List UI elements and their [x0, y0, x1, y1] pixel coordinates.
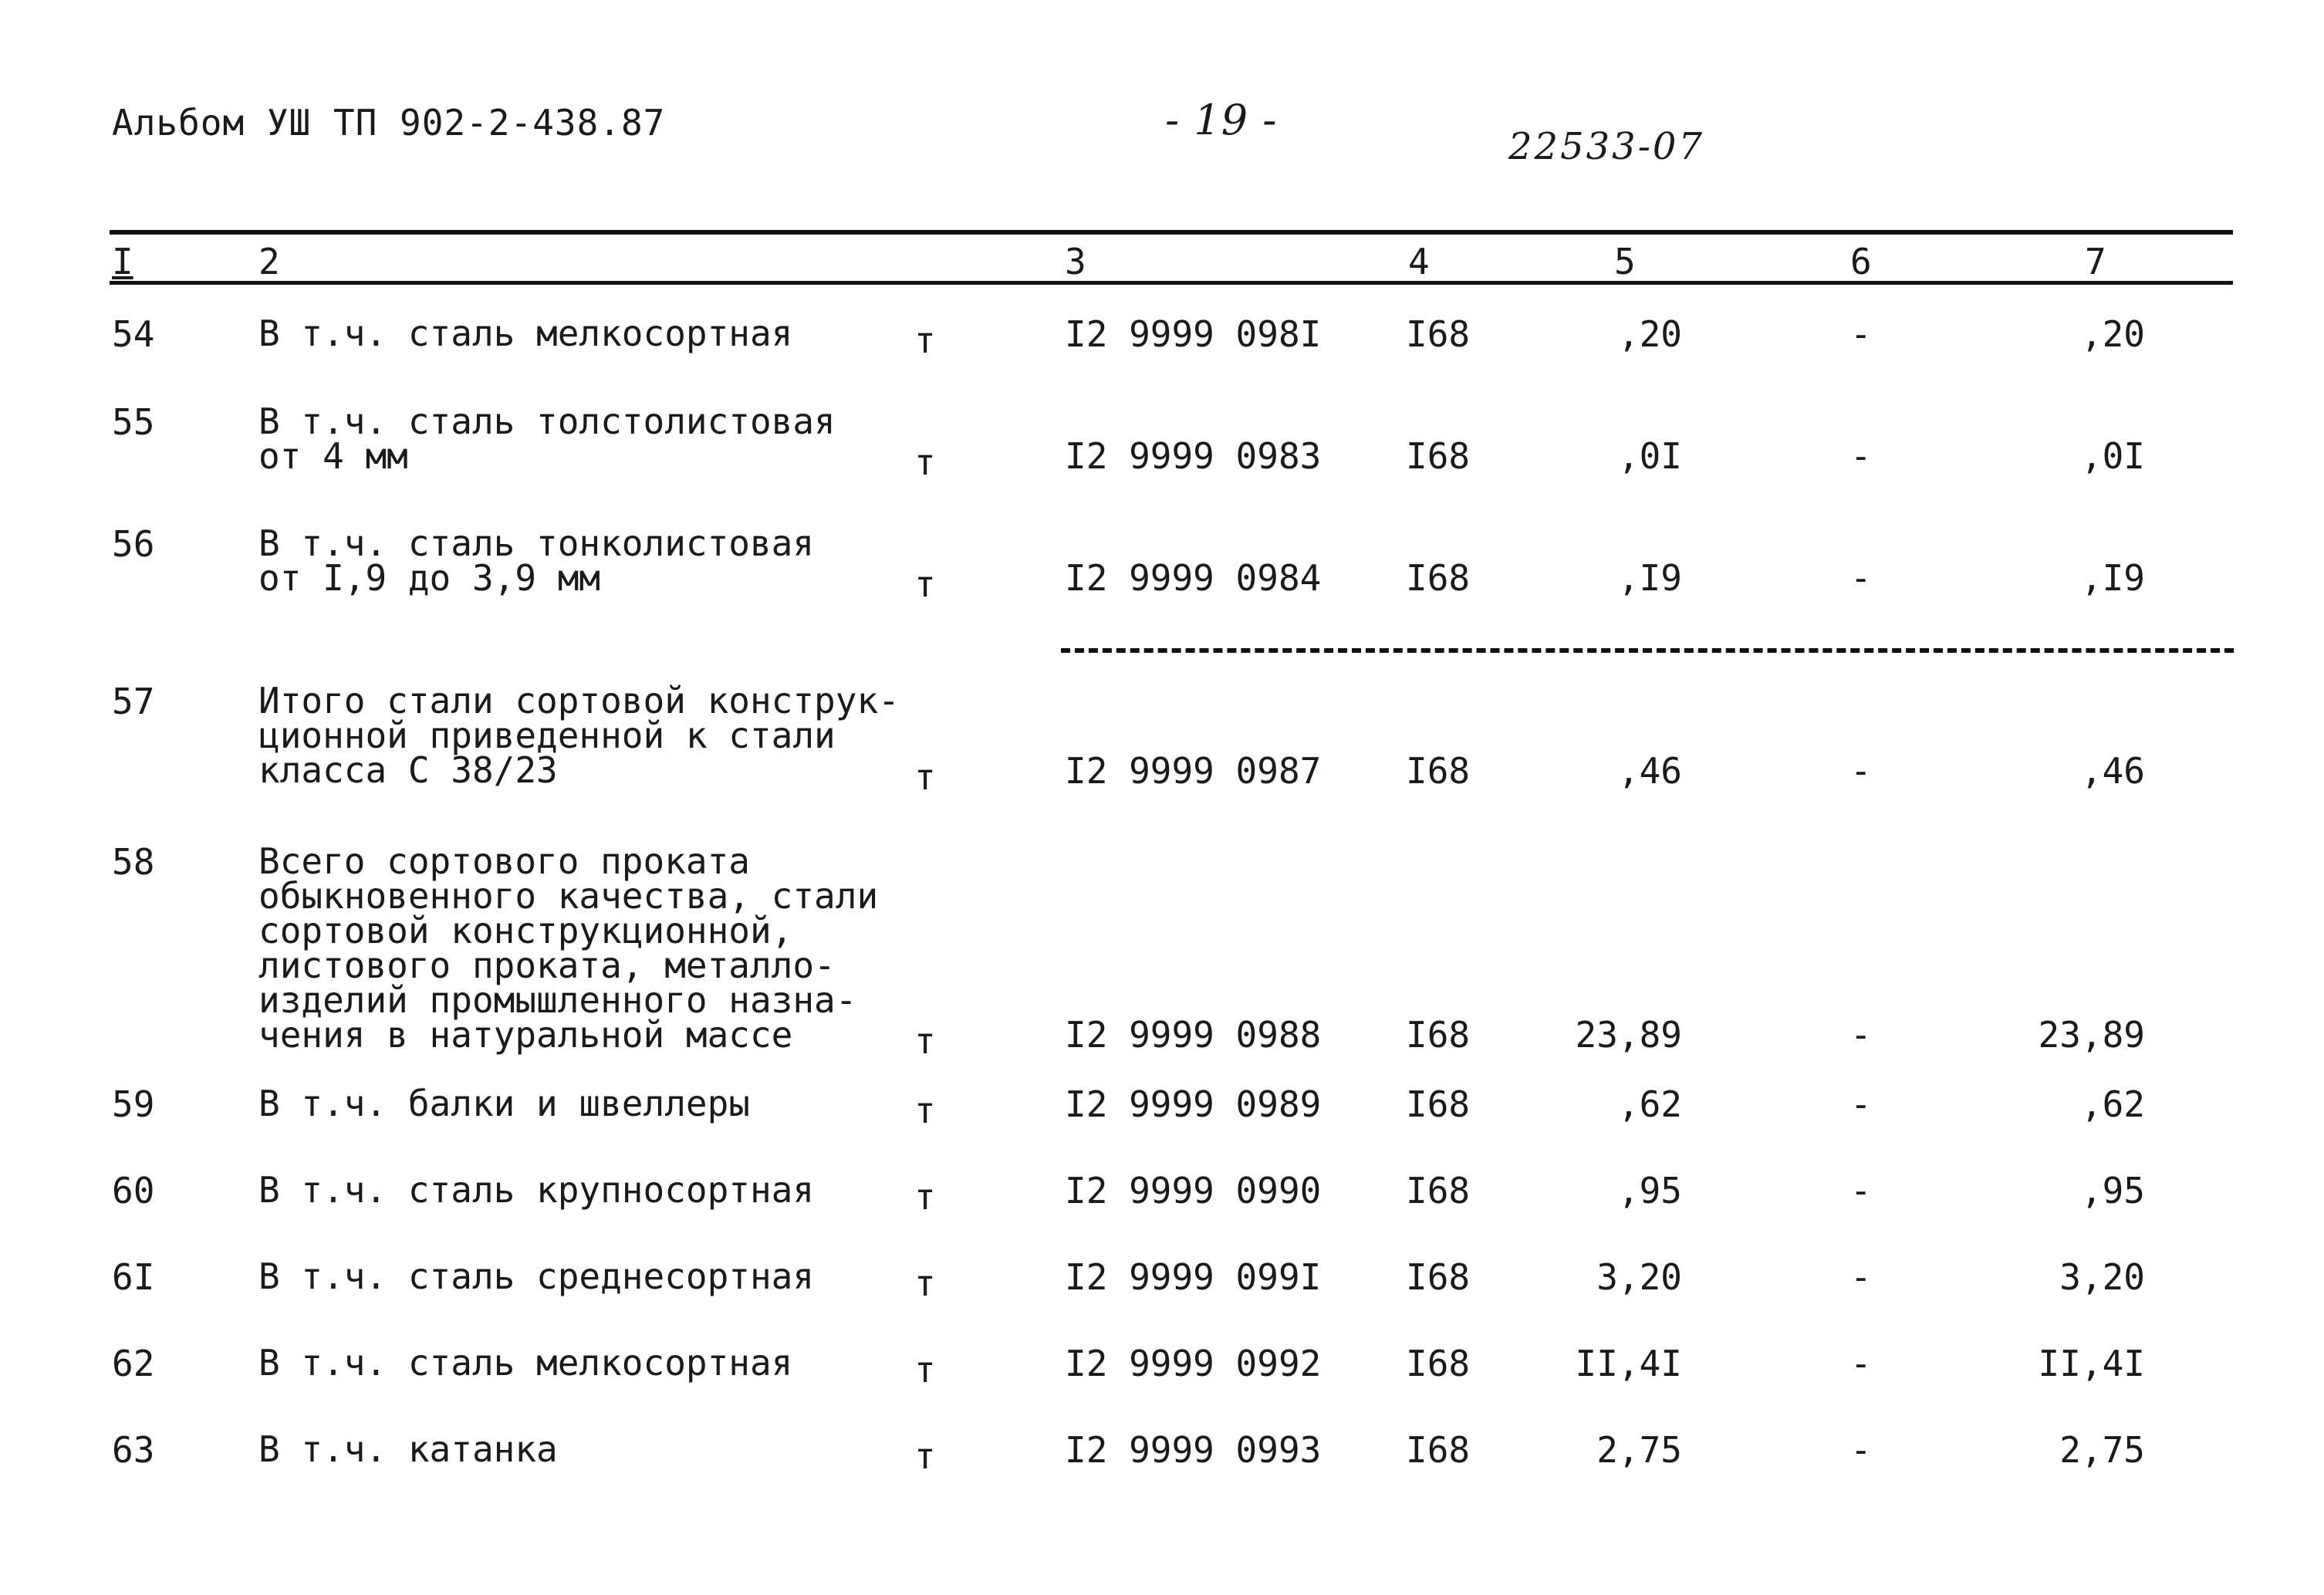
row-value-5: ,46	[1617, 750, 1682, 792]
row-value-7: 3,20	[2059, 1256, 2145, 1298]
table-header-rule	[110, 281, 2233, 285]
col-head-2: 2	[258, 241, 280, 282]
col-head-7: 7	[2085, 241, 2106, 282]
row-unit: т	[914, 441, 936, 483]
row-code: I2 9999 0990	[1065, 1170, 1322, 1211]
row-name: В т.ч. сталь среднесортная	[258, 1255, 815, 1297]
row-value-5: 2,75	[1596, 1429, 1682, 1471]
row-value-7: 2,75	[2059, 1429, 2145, 1471]
row-value-7: ,46	[2080, 750, 2145, 792]
row-number: 63	[112, 1429, 155, 1471]
row-ref: I68	[1406, 313, 1471, 355]
row-code: I2 9999 0984	[1065, 557, 1322, 599]
row-name: В т.ч. балки и швеллеры	[258, 1083, 750, 1124]
row-code: I2 9999 0983	[1065, 435, 1322, 477]
row-value-6: -	[1850, 313, 1872, 355]
row-ref: I68	[1406, 750, 1471, 792]
row-value-5: II,4I	[1575, 1343, 1682, 1384]
row-unit: т	[914, 756, 936, 798]
row-unit: т	[914, 319, 936, 361]
row-name: В т.ч. сталь тонколистовая от I,9 до 3,9 мм	[258, 522, 815, 600]
row-value-6: -	[1850, 1343, 1872, 1384]
row-code: I2 9999 098I	[1065, 313, 1322, 355]
row-number: 62	[112, 1343, 155, 1384]
row-unit: т	[914, 1349, 936, 1391]
row-number: 58	[112, 841, 155, 883]
subtotal-dashed-rule	[1061, 648, 2234, 653]
row-value-5: ,62	[1617, 1083, 1682, 1125]
row-code: I2 9999 0993	[1065, 1429, 1322, 1471]
row-number: 57	[112, 681, 155, 722]
row-value-5: ,95	[1617, 1170, 1682, 1211]
row-value-6: -	[1850, 750, 1872, 792]
row-ref: I68	[1406, 1014, 1471, 1056]
row-number: 54	[112, 313, 155, 355]
row-value-5: 23,89	[1575, 1014, 1682, 1056]
row-value-5: 3,20	[1596, 1256, 1682, 1298]
row-code: I2 9999 0987	[1065, 750, 1322, 792]
row-code: I2 9999 0988	[1065, 1014, 1322, 1056]
row-value-7: 23,89	[2038, 1014, 2145, 1056]
row-value-7: ,62	[2080, 1083, 2145, 1125]
row-code: I2 9999 0992	[1065, 1343, 1322, 1384]
row-value-5: ,0I	[1617, 435, 1682, 477]
row-ref: I68	[1406, 1343, 1471, 1384]
row-number: 55	[112, 401, 155, 443]
row-value-5: ,I9	[1617, 557, 1682, 599]
row-ref: I68	[1406, 435, 1471, 477]
row-ref: I68	[1406, 1083, 1471, 1125]
col-head-3: 3	[1065, 241, 1086, 282]
row-unit: т	[914, 1090, 936, 1131]
row-unit: т	[914, 1176, 936, 1218]
row-name: В т.ч. сталь мелкосортная	[258, 1342, 793, 1384]
row-value-7: ,0I	[2080, 435, 2145, 477]
row-ref: I68	[1406, 1170, 1471, 1211]
row-value-7: ,20	[2080, 313, 2145, 355]
row-value-6: -	[1850, 557, 1872, 599]
row-number: 59	[112, 1083, 155, 1125]
row-value-5: ,20	[1617, 313, 1682, 355]
row-value-6: -	[1850, 435, 1872, 477]
album-reference: Альбом УШ ТП 902-2-438.87	[112, 102, 666, 144]
row-number: 56	[112, 523, 155, 565]
row-value-6: -	[1850, 1256, 1872, 1298]
row-number: 6I	[112, 1256, 155, 1298]
row-name: В т.ч. сталь крупносортная	[258, 1169, 815, 1211]
row-value-6: -	[1850, 1014, 1872, 1056]
row-name: В т.ч. катанка	[258, 1428, 558, 1470]
col-head-5: 5	[1614, 241, 1636, 282]
col-head-6: 6	[1850, 241, 1872, 282]
row-name: В т.ч. сталь мелкосортная	[258, 313, 793, 354]
row-unit: т	[914, 1020, 936, 1062]
row-ref: I68	[1406, 1429, 1471, 1471]
row-name: Итого стали сортовой конструк- ционной приведенной к стали класса С 38/23	[258, 680, 900, 792]
page-number: - 19 -	[1165, 96, 1278, 144]
row-ref: I68	[1406, 557, 1471, 599]
row-name: В т.ч. сталь толстолистовая от 4 мм	[258, 400, 836, 478]
table-top-rule	[110, 230, 2233, 235]
row-unit: т	[914, 1435, 936, 1477]
row-ref: I68	[1406, 1256, 1471, 1298]
row-value-7: ,95	[2080, 1170, 2145, 1211]
row-name: Всего сортового проката обыкновенного качества, стали сортовой конструкционной, листового проката, металло- изделий промышленного назна- чения в натуральной массе	[258, 840, 879, 1056]
row-value-7: ,I9	[2080, 557, 2145, 599]
row-value-6: -	[1850, 1083, 1872, 1125]
col-head-4: 4	[1408, 241, 1430, 282]
row-unit: т	[914, 1262, 936, 1304]
row-value-6: -	[1850, 1170, 1872, 1211]
col-head-1: I	[112, 241, 133, 282]
row-code: I2 9999 0989	[1065, 1083, 1322, 1125]
row-value-7: II,4I	[2038, 1343, 2145, 1384]
document-code: 22533-07	[1508, 125, 1704, 168]
row-number: 60	[112, 1170, 155, 1211]
row-code: I2 9999 099I	[1065, 1256, 1322, 1298]
row-value-6: -	[1850, 1429, 1872, 1471]
row-unit: т	[914, 563, 936, 605]
